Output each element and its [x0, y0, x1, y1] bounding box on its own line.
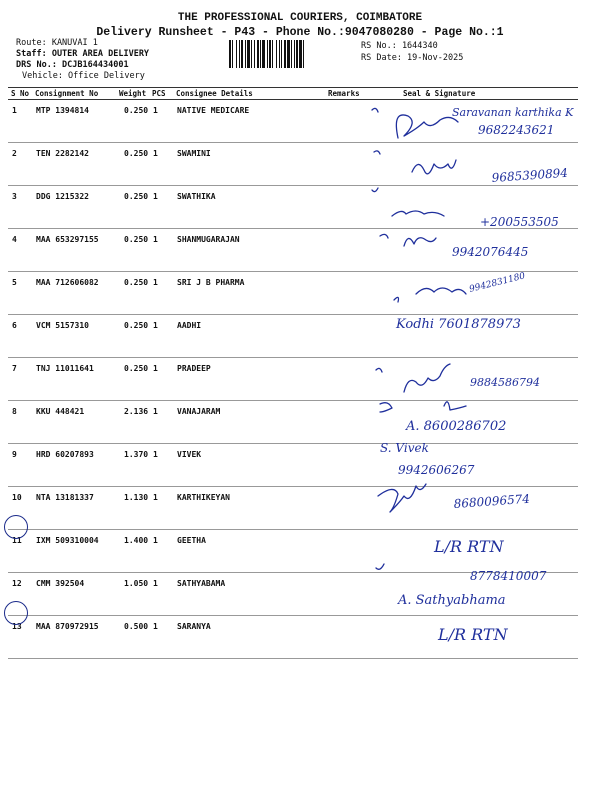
cell-remarks [325, 616, 383, 659]
cell-pcs: 1 [149, 573, 173, 616]
header-left-block [16, 38, 149, 82]
barcode-bar [236, 40, 237, 68]
route-label: Route: KANUVAI 1 [16, 38, 98, 48]
barcode-bar [294, 40, 295, 68]
table-row [8, 272, 578, 315]
handwriting-row-8: A. 8600286702 [406, 419, 507, 434]
cell-sno: 1 [8, 100, 32, 143]
cell-remarks [325, 186, 383, 229]
barcode-bar [257, 40, 259, 68]
cell-signature [383, 100, 578, 143]
company-title: THE PROFESSIONAL COURIERS, COIMBATORE [177, 12, 423, 24]
cell-sno: 6 [8, 315, 32, 358]
cell-consignment-no: VCM 5157310 [32, 315, 116, 358]
table-row [8, 573, 578, 616]
cell-remarks [325, 401, 383, 444]
cell-sno: 12 [8, 573, 32, 616]
cell-consignee: SWATHIKA [173, 186, 325, 229]
cell-pcs: 1 [149, 100, 173, 143]
cell-consignee: VANAJARAM [173, 401, 325, 444]
runsheet-subtitle: Delivery Runsheet - P43 - Phone No.:9047080280 - Page No.:1 [96, 26, 504, 39]
handwriting-row-11: L/R RTN [434, 537, 504, 556]
cell-consignment-no: KKU 448421 [32, 401, 116, 444]
cell-consignee: NATIVE MEDICARE [173, 100, 325, 143]
handwriting-phone-row-5: 9942831180 [468, 271, 527, 295]
handwriting-row-13: L/R RTN [438, 625, 508, 644]
cell-weight: 1.050 [116, 573, 149, 616]
barcode-bar [276, 40, 277, 68]
barcode-bar [267, 40, 268, 68]
cell-remarks [325, 272, 383, 315]
barcode-bar [245, 40, 246, 68]
cell-consignee: VIVEK [173, 444, 325, 487]
cell-weight: 0.500 [116, 616, 149, 659]
rs-date: RS Date: 19-Nov-2025 [361, 53, 464, 63]
table-row [8, 186, 578, 229]
cell-signature [383, 143, 578, 186]
cell-pcs: 1 [149, 487, 173, 530]
cell-sno: 9 [8, 444, 32, 487]
cell-consignee: SRI J B PHARMA [173, 272, 325, 315]
cell-sno: 8 [8, 401, 32, 444]
staff-label: Staff: OUTER AREA DELIVERY [16, 49, 150, 59]
barcode-bar [229, 40, 231, 68]
cell-sno: 11 [8, 530, 32, 573]
cell-consignment-no: HRD 60207893 [32, 444, 116, 487]
cell-consignee: GEETHA [173, 530, 325, 573]
cell-weight: 1.370 [116, 444, 149, 487]
barcode-bar [296, 40, 298, 68]
cell-weight: 0.250 [116, 358, 149, 401]
barcode-image [229, 40, 355, 68]
handwriting-phone-row-12: 8778410007 [470, 569, 547, 583]
cell-sno: 2 [8, 143, 32, 186]
cell-pcs: 1 [149, 143, 173, 186]
cell-remarks [325, 143, 383, 186]
cell-remarks [325, 358, 383, 401]
col-header-remarks: Remarks [325, 88, 383, 100]
cell-weight: 0.250 [116, 315, 149, 358]
cell-pcs: 1 [149, 186, 173, 229]
cell-sno: 4 [8, 229, 32, 272]
handwriting-phone-row-1: 9682243621 [478, 123, 555, 137]
cell-signature [383, 315, 578, 358]
barcode-bar [254, 40, 255, 68]
cell-remarks [325, 229, 383, 272]
barcode-bar [272, 40, 273, 68]
cell-signature [383, 229, 578, 272]
barcode-bar [287, 40, 290, 68]
barcode-bar [262, 40, 265, 68]
table-row [8, 487, 578, 530]
cell-sno: 3 [8, 186, 32, 229]
barcode-bar [284, 40, 286, 68]
cell-signature [383, 616, 578, 659]
cell-pcs: 1 [149, 272, 173, 315]
cell-consignee: PRADEEP [173, 358, 325, 401]
col-header-consignment: Consignment No [32, 88, 116, 100]
table-row [8, 229, 578, 272]
handwriting-phone-row-2: 9685390894 [491, 165, 569, 185]
barcode-bar [279, 40, 280, 68]
cell-weight: 0.250 [116, 229, 149, 272]
table-row [8, 358, 578, 401]
cell-consignment-no: CMM 392504 [32, 573, 116, 616]
cell-remarks [325, 444, 383, 487]
col-header-consignee: Consignee Details [173, 88, 325, 100]
header-right-block [361, 40, 463, 64]
cell-remarks [325, 573, 383, 616]
cell-signature [383, 487, 578, 530]
cell-weight: 0.250 [116, 143, 149, 186]
barcode-bar [269, 40, 271, 68]
cell-pcs: 1 [149, 530, 173, 573]
table-row [8, 530, 578, 573]
cell-pcs: 1 [149, 315, 173, 358]
cell-signature [383, 186, 578, 229]
cell-consignment-no: IXM 509310004 [32, 530, 116, 573]
drs-label: DRS No.: DCJB164434001 [16, 60, 129, 70]
vehicle-label: Vehicle: Office Delivery [22, 71, 145, 81]
cell-weight: 0.250 [116, 186, 149, 229]
rs-number: RS No.: 1644340 [361, 41, 438, 51]
cell-consignment-no: MAA 870972915 [32, 616, 116, 659]
handwriting-row-6: Kodhi 7601878973 [396, 317, 521, 332]
col-header-sno: S No [8, 88, 32, 100]
cell-signature [383, 358, 578, 401]
cell-consignment-no: MTP 1394814 [32, 100, 116, 143]
cell-weight: 1.130 [116, 487, 149, 530]
cell-pcs: 1 [149, 229, 173, 272]
cell-signature [383, 530, 578, 573]
barcode-bar [241, 40, 243, 68]
barcode-bar [251, 40, 252, 68]
table-row [8, 100, 578, 143]
cell-signature [383, 401, 578, 444]
barcode-bar [281, 40, 282, 68]
cell-weight: 0.250 [116, 100, 149, 143]
cell-consignee: KARTHIKEYAN [173, 487, 325, 530]
cell-pcs: 1 [149, 401, 173, 444]
cell-consignment-no: NTA 13181337 [32, 487, 116, 530]
barcode-bar [291, 40, 292, 68]
cell-consignee: SARANYA [173, 616, 325, 659]
cell-signature [383, 444, 578, 487]
cell-remarks [325, 487, 383, 530]
cell-weight: 2.136 [116, 401, 149, 444]
cell-consignment-no: TNJ 11011641 [32, 358, 116, 401]
cell-consignment-no: MAA 712606082 [32, 272, 116, 315]
circle-mark-row-11 [4, 515, 28, 539]
cell-sno: 13 [8, 616, 32, 659]
handwriting-name-row-9: S. Vivek [380, 441, 429, 455]
circle-mark-row-13 [4, 601, 28, 625]
handwriting-phone-top-row-4: +200553505 [480, 215, 559, 229]
cell-sno: 5 [8, 272, 32, 315]
cell-signature [383, 573, 578, 616]
barcode-bar [232, 40, 233, 68]
table-row [8, 401, 578, 444]
table-row [8, 616, 578, 659]
cell-pcs: 1 [149, 444, 173, 487]
table-row [8, 444, 578, 487]
cell-weight: 0.250 [116, 272, 149, 315]
col-header-pcs: PCS [149, 88, 173, 100]
barcode-bar [260, 40, 261, 68]
barcode-bar [303, 40, 304, 68]
handwriting-phone-row-4: 9942076445 [452, 245, 529, 259]
table-header-row [8, 88, 578, 100]
barcode-bar [239, 40, 240, 68]
cell-remarks [325, 530, 383, 573]
handwriting-phone-row-7: 9884586794 [470, 376, 540, 389]
table-row [8, 315, 578, 358]
cell-consignment-no: TEN 2282142 [32, 143, 116, 186]
cell-consignment-no: DDG 1215322 [32, 186, 116, 229]
handwriting-name-row-1: Saravanan karthika K [452, 106, 574, 119]
cell-consignee: AADHI [173, 315, 325, 358]
cell-consignee: SATHYABAMA [173, 573, 325, 616]
handwriting-phone-row-10: 8680096574 [453, 491, 531, 511]
cell-pcs: 1 [149, 358, 173, 401]
cell-consignee: SHANMUGARAJAN [173, 229, 325, 272]
cell-sno: 7 [8, 358, 32, 401]
barcode-bar [247, 40, 250, 68]
barcode-bar [299, 40, 302, 68]
handwriting-name-row-12: A. Sathyabhama [398, 593, 506, 608]
cell-consignment-no: MAA 653297155 [32, 229, 116, 272]
cell-remarks [325, 100, 383, 143]
cell-signature [383, 272, 578, 315]
runsheet-table [8, 87, 578, 659]
cell-sno: 10 [8, 487, 32, 530]
cell-consignee: SWAMINI [173, 143, 325, 186]
col-header-weight: Weight [116, 88, 149, 100]
cell-weight: 1.400 [116, 530, 149, 573]
col-header-signature: Seal & Signature [383, 88, 578, 100]
cell-pcs: 1 [149, 616, 173, 659]
cell-remarks [325, 315, 383, 358]
handwriting-phone-row-9: 9942606267 [398, 463, 475, 477]
table-row [8, 143, 578, 186]
